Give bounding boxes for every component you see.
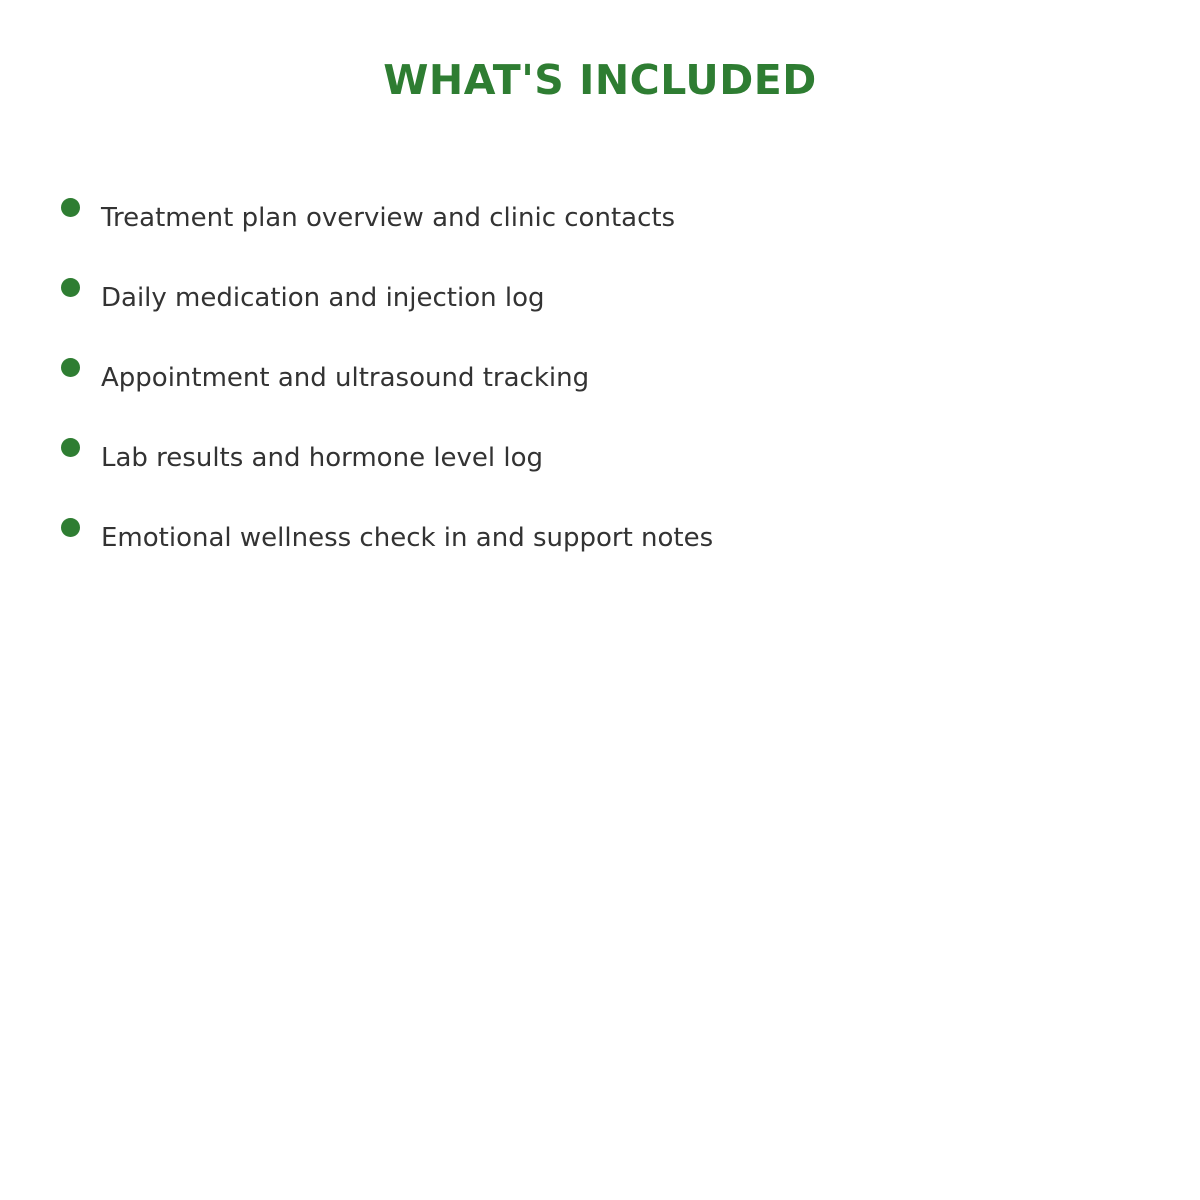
list-item: [61, 360, 1200, 396]
feature-list: [0, 200, 1200, 556]
list-item: [61, 440, 1200, 476]
list-item-label: Appointment and ultrasound tracking: [101, 363, 590, 393]
circle-bullet-icon: [61, 518, 80, 537]
list-item: [61, 520, 1200, 556]
list-item: [61, 200, 1200, 236]
list-item-label: Lab results and hormone level log: [101, 443, 544, 473]
list-item-label: Daily medication and injection log: [101, 283, 545, 313]
circle-bullet-icon: [61, 278, 80, 297]
circle-bullet-icon: [61, 358, 80, 377]
list-item-label: Treatment plan overview and clinic contacts: [101, 203, 676, 233]
circle-bullet-icon: [61, 198, 80, 217]
page-title: WHAT'S INCLUDED: [383, 56, 817, 104]
circle-bullet-icon: [61, 438, 80, 457]
list-item-label: Emotional wellness check in and support notes: [101, 523, 714, 553]
list-item: [61, 280, 1200, 316]
